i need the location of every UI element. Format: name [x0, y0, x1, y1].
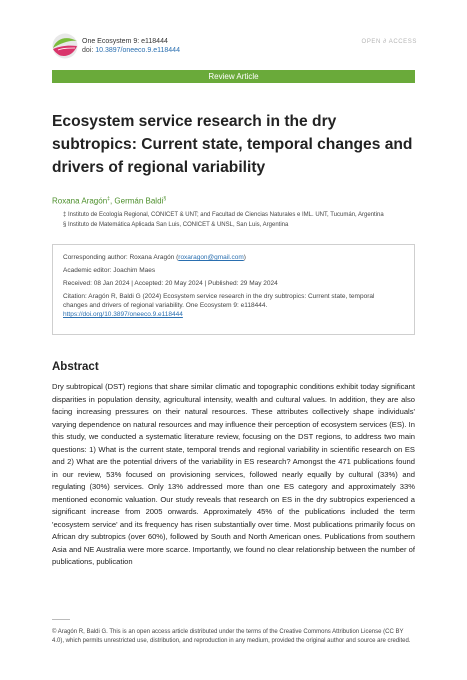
doi-label: doi: [82, 47, 96, 54]
author-name[interactable]: Germán Baldi [114, 196, 164, 206]
article-type-bar: Review Article [52, 70, 415, 83]
doi-row [82, 46, 180, 55]
corresponding-author-label: Corresponding author: Roxana Aragón ( [63, 254, 179, 261]
journal-header [52, 33, 417, 61]
affiliation-marker: § [163, 196, 167, 202]
author-name[interactable]: Roxana Aragón [52, 196, 108, 206]
citation-doi-link[interactable]: https://doi.org/10.3897/oneeco.9.e118444 [63, 311, 183, 318]
citation-line: Citation: Aragón R, Baldi G (2024) Ecosystem service research in the dry subtropics: Current state, temporal [63, 293, 375, 300]
license-footer: © Aragón R, Baldi G. This is an open access article distributed under the terms of the Creative Commons Attribution License (CC BY 4.0), which permits unrestricted use, distribution, and reproduction in any medium, provided the original author and source are credited. [52, 629, 411, 644]
abstract-heading: Abstract [52, 361, 99, 373]
open-access-badge [362, 39, 417, 45]
corresponding-author-suffix: ) [243, 254, 246, 261]
corresponding-author [63, 253, 404, 262]
journal-citation-line: One Ecosystem 9: e118444 [82, 38, 168, 45]
article-title: Ecosystem service research in the dry subtropics: Current state, temporal changes and drivers of regional variability [52, 113, 413, 176]
academic-editor: Academic editor: Joachim Maes [63, 267, 156, 274]
footer-divider [52, 619, 70, 620]
one-ecosystem-logo-icon[interactable] [52, 33, 78, 59]
open-access-label: OPEN ∂ ACCESS [361, 39, 417, 45]
affiliation-item: ‡ Instituto de Ecología Regional, CONICET & UNT; and Facultad de Ciencias Naturales e IML. UNT, Tucumán, Argentina [63, 212, 384, 218]
affiliations [63, 211, 384, 230]
affiliation-item: § Instituto de Matemática Aplicada San Luis, CONICET & UNSL, San Luis, Argentina [63, 221, 289, 228]
citation-line: changes and drivers of regional variability. One Ecosystem 9: e118444. [63, 302, 268, 309]
email-link[interactable]: roxaragon@gmail.com [178, 254, 244, 261]
affiliation-marker: ‡ [107, 196, 110, 202]
doi-link[interactable]: 10.3897/oneeco.9.e118444 [95, 47, 180, 54]
author-separator: , [109, 196, 115, 206]
abstract-text: Dry subtropical (DST) regions that share similar climatic and topographic conditions exhibit today significant disparities in population density, agricultural intensity, wealth and cultural values. In addition, they are also facing increasing pressures on their natural resources. These attributes collectively shape individuals' varying dependence on natural resources and may influence their perception of ecosystem services (ES). In this study, we conducted a systematic literature review, focusing on the DST regions, to address two main questions: 1) What is the current state, temporal trends and regional variability in scientific research on ES and 2) What are the potential drivers of the variability in ES research? Amongst the 471 publications found in our review, 53% focused on provisioning services, followed nearly equally by cultural (33%) and regulating (30%) services. Only 13% addressed more than one ES category and approximately 33% mentioned economic valuation. Our study reveals that research on ES in the dry subtropics experienced a significant increase from 2005 onwards. Approximately 45% of the publications included the term 'ecosystem service' and its frequency has risen substantially over time. Most publications primarily focus on African dry subtropics (over 60%), followed by South and North American ones. Publications from southern Asia and NE Australia were more scarce. Importantly, we found no clear relationship between the number of publications, publication [52, 382, 415, 566]
author-list [52, 196, 166, 206]
article-dates: Received: 08 Jan 2024 | Accepted: 20 May 2024 | Published: 29 May 2024 [63, 280, 278, 287]
article-info-box [52, 244, 415, 335]
journal-info [82, 37, 180, 55]
